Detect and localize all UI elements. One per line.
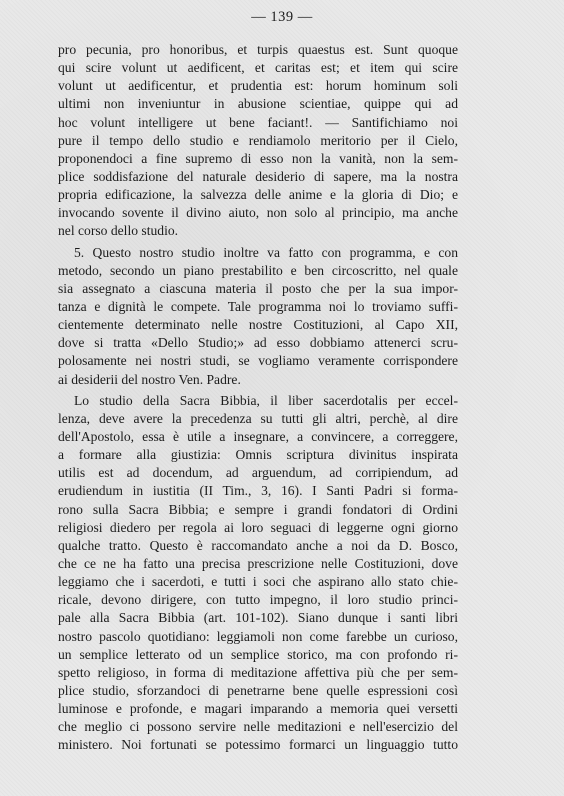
text-line: metodo, secondo un piano prestabilito e ben circoscritto, nel quale (58, 262, 458, 278)
text-line: invocando sovente il divino aiuto, non solo al principio, ma anche (58, 205, 458, 221)
text-line: luminose e profonde, e magari imparando a memoria quei versetti (58, 701, 458, 717)
text-line: utilis est ad docendum, ad arguendum, ad corripiendum, ad (58, 465, 458, 481)
text-line: tanza e dignità le compete. Tale programma noi lo troviamo suffi- (58, 298, 458, 314)
text-line: pro pecunia, pro honoribus, et turpis quaestus est. Sunt quoque (58, 42, 458, 57)
text-line: a formare alla giustizia: Omnis scriptura divinitus inspirata (58, 447, 458, 463)
text-line: dove si tratta «Dello Studio;» ad esso dobbiamo attenerci scru- (58, 335, 458, 351)
text-line: un semplice letterato od un semplice storico, ma con profondo ri- (58, 646, 458, 662)
page-number: — 139 — (251, 9, 313, 25)
text-line: propria edificazione, la salvezza delle anime e la gloria di Dio; e (58, 187, 458, 203)
text-line: polosamente nei nostri studi, se vogliamo veramente corrispondere (58, 353, 458, 369)
text-line: nostro pascolo quotidiano: leggiamoli non come farebbe un curioso, (58, 628, 458, 644)
text-line: qui scire volunt ut aedificent, et caritas est; et item qui scire (58, 60, 458, 76)
text-line: ministero. Noi fortunati se potessimo formarci un linguaggio tutto (58, 737, 458, 753)
text-line: volunt ut aedificentur, et prudentia est: horum hominum soli (58, 78, 458, 94)
text-line: sia assegnato a ciascuna materia il posto che per la sua impor- (58, 280, 458, 296)
text-line: cientemente determinato nelle nostre Costituzioni, al Capo XII, (58, 317, 458, 333)
text-line: erudiendum in iustitia (II Tim., 3, 16). I Santi Padri si forma- (58, 483, 458, 499)
text-line: ultimi non inveniuntur in abusione scientiae, quippe qui ad (58, 96, 458, 112)
text-line: leggiamo che i sacerdoti, e tutti i soci che aspirano allo stato chie- (58, 574, 458, 590)
text-line: nel corso dello studio. (58, 223, 179, 239)
text-line: ai desiderii del nostro Ven. Padre. (58, 371, 241, 387)
text-line: religiosi diedero per regola ai loro seguaci di leggerne ogni giorno (58, 519, 458, 535)
text-line: rono sulla Sacra Bibbia; e sempre i grandi fondatori di Ordini (58, 501, 458, 517)
text-line: pale alla Sacra Bibbia (art. 101-102). Siano dunque i santi libri (58, 610, 458, 626)
text-line: pure il tempo dello studio e rendiamolo meritorio per il Cielo, (58, 132, 458, 148)
text-line: ricale, devono dirigere, con tutto impegno, il loro studio princi- (58, 592, 458, 608)
text-line: che meglio ci possono servire nelle meditazioni e nell'esercizio del (58, 719, 458, 735)
body-text (58, 41, 458, 754)
text-line: che ce ne ha fatto una precisa prescrizione nelle Costituzioni, dove (58, 555, 458, 571)
text-line: dell'Apostolo, essa è utile a insegnare, a convincere, a correggere, (58, 428, 458, 444)
text-line: lenza, deve avere la precedenza su tutti gli altri, perchè, al dire (58, 410, 458, 426)
text-line: Lo studio della Sacra Bibbia, il liber sacerdotalis per eccel- (74, 392, 458, 408)
text-line: qualche tratto. Questo è raccomandato anche a noi da D. Bosco, (58, 537, 458, 553)
text-line: plice soddisfazione del naturale desiderio di sapere, ma la nostra (58, 168, 458, 184)
text-line: 5. Questo nostro studio inoltre va fatto con programma, e con (74, 244, 458, 260)
text-line: hoc volunt intelligere ut bene faciant!. — Santifichiamo noi (58, 114, 458, 130)
text-line: spetto religioso, in forma di meditazione affettiva più che per sem- (58, 664, 458, 680)
text-line: proponendoci a fine supremo di esso non la vanità, non la sem- (58, 150, 458, 166)
text-line: plice studio, sforzandoci di penetrarne bene quelle espressioni così (58, 682, 458, 698)
